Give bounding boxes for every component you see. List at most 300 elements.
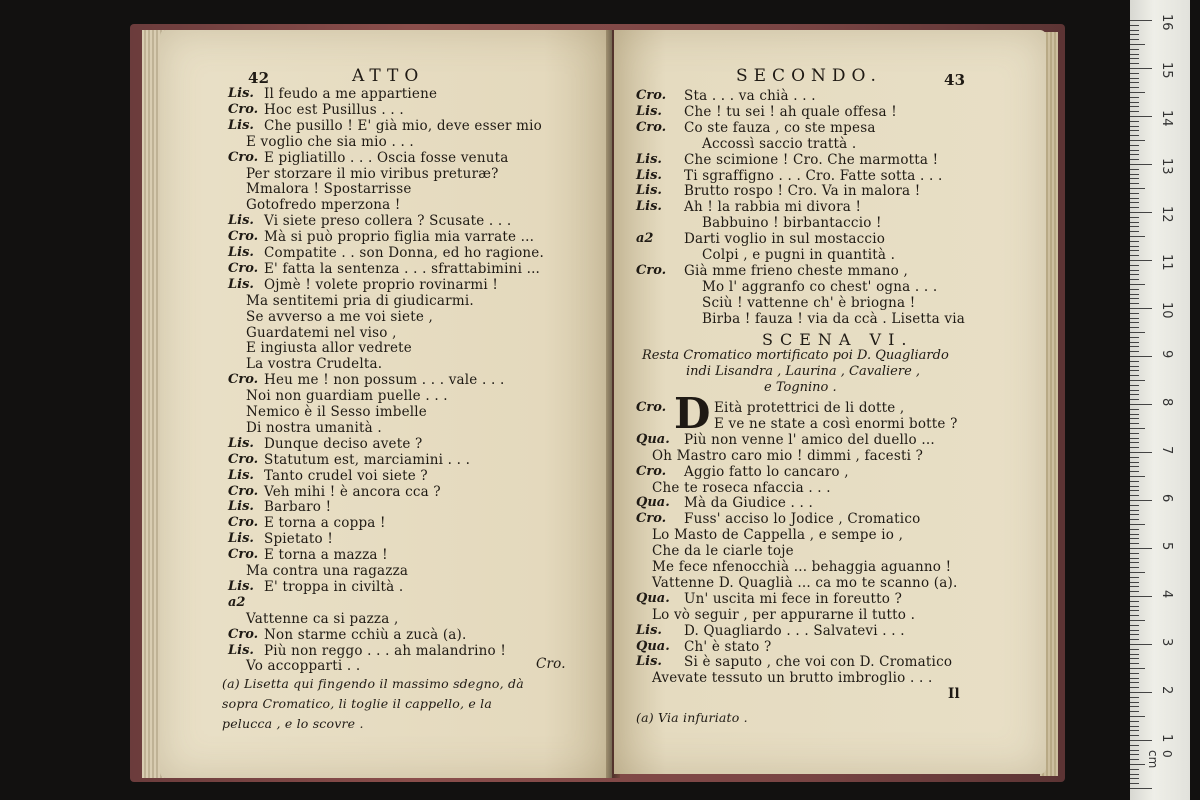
verse-line: Me fece nfenocchià ... behaggia aguanno ! (652, 559, 952, 575)
ruler-tick (1130, 82, 1139, 83)
stage-direction-line: e Tognino . (764, 380, 837, 395)
ruler-number: 1 (1159, 734, 1174, 743)
ruler-unit: 0 cm (1146, 750, 1174, 769)
speaker-label: Lis. (636, 103, 662, 119)
speaker-label: Cro. (636, 262, 667, 278)
ruler-tick (1130, 250, 1139, 251)
verse-line: Ch' è stato ? (684, 638, 772, 655)
speaker-label: Cro. (228, 547, 259, 563)
verse-line: Compatite . . son Donna, ed ho ragione. (264, 245, 544, 261)
verse-line: Lo vò seguir , per appurarne il tutto . (652, 606, 916, 623)
ruler-tick (1130, 735, 1139, 736)
ruler-tick (1130, 188, 1145, 189)
verse-line: Non starme cchiù a zucà (a). (264, 626, 467, 643)
ruler-tick (1130, 634, 1139, 635)
ruler-tick (1130, 649, 1139, 650)
verse-line: Lo Masto de Cappella , e sempe io , (652, 527, 904, 544)
ruler-tick (1130, 159, 1139, 160)
ruler-tick (1130, 231, 1139, 232)
verse-line: Colpi , e pugni in quantità . (702, 247, 896, 263)
ruler-tick (1130, 265, 1139, 266)
ruler-tick (1130, 711, 1139, 712)
verse-line: Heu me ! non possum . . . vale . . . (264, 372, 505, 389)
verse-line: Accossì saccio trattà . (702, 135, 857, 152)
ruler-tick (1130, 754, 1139, 755)
ruler-tick (1130, 246, 1139, 247)
verse-line: E' fatta la sentenza . . . sfrattabimini ... (264, 260, 541, 277)
ruler-tick (1130, 615, 1139, 616)
verse-line: Per storzare il mio viribus preturæ? (246, 165, 499, 182)
verse-line: Ma sentitemi pria di giudicarmi. (246, 292, 474, 309)
ruler-tick (1130, 193, 1139, 194)
ruler-tick (1130, 466, 1139, 467)
ruler-tick (1130, 255, 1139, 256)
ruler-tick (1130, 562, 1139, 563)
ruler-tick (1130, 505, 1139, 506)
ruler-tick (1130, 241, 1139, 242)
ruler-tick (1130, 63, 1139, 64)
ruler-number: 11 (1159, 254, 1174, 271)
ruler-tick (1130, 370, 1139, 371)
ruler-tick (1130, 346, 1139, 347)
speaker-label: Qua. (636, 590, 670, 606)
verse-line: Che te roseca nfaccia . . . (652, 479, 831, 496)
ruler-tick (1130, 476, 1145, 477)
speaker-label: Lis. (636, 183, 662, 199)
verse-line: Ti sgraffigno . . . Cro. Fatte sotta . . . (684, 167, 943, 184)
ruler-tick (1130, 668, 1145, 669)
verse-line: Ah ! la rabbia mi divora ! (684, 199, 862, 216)
speaker-label: Cro. (636, 119, 667, 135)
verse-line: E voglio che sia mio . . . (246, 133, 414, 150)
verse-line: Mà si può proprio figlia mia varrate ... (264, 229, 535, 246)
ruler-tick (1130, 385, 1139, 386)
ruler-number: 8 (1159, 398, 1174, 407)
ruler-tick (1130, 366, 1139, 367)
ruler-tick (1130, 25, 1139, 26)
verse-line: Più non venne l' amico del duello ... (684, 431, 935, 448)
ruler-tick (1130, 140, 1145, 141)
verse-line: Mo l' aggranfo co chest' ogna . . . (702, 278, 938, 295)
verse-line: Sta . . . va chià . . . (684, 88, 816, 104)
speaker-label: Lis. (636, 151, 662, 167)
ruler-tick (1130, 236, 1145, 237)
ruler-number: 15 (1159, 62, 1174, 79)
verse-line: Darti voglio in sul mostaccio (684, 231, 886, 248)
ruler-tick (1130, 399, 1139, 400)
speaker-label: Cro. (228, 229, 259, 245)
verse-line: Noi non guardiam puelle . . . (246, 388, 448, 405)
ruler-tick (1130, 438, 1139, 439)
verse-line: Nemico è il Sesso imbelle (246, 404, 427, 420)
catchword-left: Cro. (536, 656, 566, 672)
ruler-tick (1130, 447, 1139, 448)
ruler-tick (1130, 207, 1139, 208)
verse-line: E ingiusta allor vedrete (246, 340, 412, 357)
verse-line: E' troppa in civiltà . (264, 578, 404, 595)
verse-line: Già mme frieno cheste mmano , (684, 262, 908, 279)
ruler-tick (1130, 106, 1139, 107)
ruler-tick (1130, 226, 1139, 227)
ruler-tick (1130, 68, 1152, 69)
ruler-tick (1130, 601, 1139, 602)
ruler-number: 6 (1159, 494, 1174, 503)
ruler-tick (1130, 495, 1139, 496)
ruler-tick (1130, 87, 1139, 88)
ruler-tick (1130, 596, 1152, 597)
ruler-tick (1130, 673, 1139, 674)
ruler-tick (1130, 519, 1139, 520)
ruler-tick (1130, 452, 1152, 453)
ruler-tick (1130, 298, 1139, 299)
ruler-tick (1130, 428, 1145, 429)
speaker-label: a2 (228, 594, 246, 610)
verse-line: Birba ! fauza ! via da ccà . Lisetta via (702, 310, 965, 327)
verse-line: Vattenne D. Quaglià ... ca mo te scanno (a). (652, 574, 958, 591)
ruler-tick (1130, 697, 1139, 698)
verse-line: Che da le ciarle toje (652, 543, 794, 560)
speaker-label: Cro. (228, 101, 259, 117)
ruler-number: 7 (1159, 446, 1174, 455)
ruler-tick (1130, 486, 1139, 487)
ruler-tick (1130, 721, 1139, 722)
speaker-label: Qua. (636, 638, 670, 654)
verse-line: Co ste fauza , co ste mpesa (684, 119, 876, 136)
ruler-tick (1130, 183, 1139, 184)
verse-line: Vo accopparti . . (246, 658, 361, 675)
left-page (160, 30, 612, 778)
ruler-tick (1130, 586, 1139, 587)
ruler-number: 9 (1159, 350, 1174, 359)
verse-line: E torna a coppa ! (264, 515, 386, 532)
verse-line: Aggio fatto lo cancaro , (684, 463, 849, 480)
ruler-number: 10 (1159, 302, 1174, 319)
verse-line: Vattenne ca si pazza , (246, 610, 399, 627)
verse-line: Statutum est, marciamini . . . (264, 451, 471, 468)
ruler-tick (1130, 390, 1139, 391)
ruler-tick (1130, 356, 1152, 357)
ruler-tick (1130, 361, 1139, 362)
ruler-tick (1130, 423, 1139, 424)
ruler-number: 13 (1159, 158, 1174, 175)
ruler-tick (1130, 606, 1139, 607)
ruler-tick (1130, 130, 1139, 131)
drop-capital: D (674, 389, 711, 438)
speaker-label: Lis. (228, 499, 254, 515)
ruler-tick (1130, 289, 1139, 290)
ruler-number: 16 (1159, 14, 1174, 31)
ruler-number: 14 (1159, 110, 1174, 127)
ruler-tick (1130, 510, 1139, 511)
ruler-tick (1130, 351, 1139, 352)
ruler-tick (1130, 457, 1139, 458)
ruler-tick (1130, 442, 1139, 443)
ruler-tick (1130, 490, 1139, 491)
speaker-label: Lis. (228, 578, 254, 594)
ruler-tick (1130, 740, 1152, 741)
ruler-tick (1130, 745, 1139, 746)
running-head-right: SECONDO. (736, 66, 882, 86)
ruler-tick (1130, 682, 1139, 683)
ruler-tick (1130, 380, 1145, 381)
ruler-tick (1130, 514, 1139, 515)
ruler-tick (1130, 783, 1139, 784)
ruler-tick (1130, 270, 1139, 271)
ruler-tick (1130, 778, 1139, 779)
ruler-tick (1130, 538, 1139, 539)
ruler-tick (1130, 654, 1139, 655)
ruler-tick (1130, 625, 1139, 626)
speaker-label: Cro. (636, 463, 667, 479)
ruler-tick (1130, 610, 1139, 611)
ruler-tick (1130, 126, 1139, 127)
verse-line: D. Quagliardo . . . Salvatevi . . . (684, 622, 905, 639)
ruler-tick (1130, 553, 1139, 554)
footnote-line: pelucca , e lo scovre . (222, 716, 364, 731)
ruler-tick (1130, 706, 1139, 707)
ruler-tick (1130, 49, 1139, 50)
verse-line: Brutto rospo ! Cro. Va in malora ! (684, 183, 921, 200)
ruler-tick (1130, 44, 1145, 45)
ruler-tick (1130, 769, 1139, 770)
ruler-tick (1130, 164, 1152, 165)
ruler-tick (1130, 150, 1139, 151)
verse-line: La vostra Crudelta. (246, 356, 383, 373)
ruler-tick (1130, 135, 1139, 136)
ruler-tick (1130, 375, 1139, 376)
ruler-number: 2 (1159, 686, 1174, 695)
ruler-tick (1130, 663, 1139, 664)
footnote-line: sopra Cromatico, li toglie il cappello, e la (222, 696, 493, 711)
speaker-label: Lis. (228, 435, 254, 451)
speaker-label: Cro. (228, 149, 259, 165)
verse-line: Ma contra una ragazza (246, 563, 409, 579)
speaker-label: Cro. (228, 372, 259, 388)
verse-line: Di nostra umanità . (246, 419, 382, 436)
ruler-tick (1130, 39, 1139, 40)
speaker-label: Cro. (228, 483, 259, 499)
verse-line: Eità protettrici de li dotte , (714, 400, 905, 416)
speaker-label: Lis. (228, 276, 254, 292)
ruler-tick (1130, 759, 1139, 760)
ruler-number: 12 (1159, 206, 1174, 223)
verse-line: E ve ne state a così enormi botte ? (714, 415, 958, 432)
ruler-tick (1130, 639, 1139, 640)
speaker-label: Lis. (636, 622, 662, 638)
verse-line: Guardatemi nel viso , (246, 324, 397, 341)
ruler-tick (1130, 169, 1139, 170)
verse-line: Barbaro ! (264, 499, 332, 516)
ruler-tick (1130, 327, 1139, 328)
ruler-tick (1130, 20, 1152, 21)
verse-line: Più non reggo . . . ah malandrino ! (264, 642, 506, 659)
measuring-ruler (1130, 0, 1190, 800)
verse-line: Gotofredo mperzona ! (246, 197, 401, 214)
ruler-number: 5 (1159, 542, 1174, 551)
ruler-tick (1130, 774, 1139, 775)
ruler-number: 3 (1159, 638, 1174, 647)
speaker-label: Qua. (636, 495, 670, 511)
ruler-tick (1130, 658, 1139, 659)
verse-line: E torna a mazza ! (264, 547, 388, 564)
ruler-tick (1130, 687, 1139, 688)
verse-line: Oh Mastro caro mio ! dimmi , facesti ? (652, 447, 924, 464)
ruler-tick (1130, 572, 1145, 573)
ruler-tick (1130, 730, 1139, 731)
speaker-label: Lis. (228, 86, 254, 101)
ruler-tick (1130, 788, 1152, 789)
ruler-tick (1130, 644, 1152, 645)
page-number-left: 42 (248, 69, 270, 87)
speaker-label: Cro. (228, 260, 259, 276)
ruler-tick (1130, 591, 1139, 592)
ruler-tick (1130, 116, 1152, 117)
speaker-label: Qua. (636, 431, 670, 447)
ruler-tick (1130, 567, 1139, 568)
stage-direction-line: Resta Cromatico mortificato poi D. Quagliardo (642, 348, 949, 363)
verse-line: Il feudo a me appartiene (264, 86, 438, 102)
ruler-tick (1130, 318, 1139, 319)
verse-line: Mà da Giudice . . . (684, 495, 813, 512)
speaker-label: Cro. (636, 511, 667, 527)
speaker-label: Lis. (228, 245, 254, 260)
ruler-tick (1130, 414, 1139, 415)
ruler-tick (1130, 764, 1145, 765)
stage-direction-line: indi Lisandra , Laurina , Cavaliere , (686, 364, 921, 379)
verse-line: Mmalora ! Spostarrisse (246, 181, 412, 198)
ruler-tick (1130, 30, 1139, 31)
ruler-tick (1130, 404, 1152, 405)
speaker-label: Cro. (636, 400, 667, 415)
verse-line: Fuss' acciso lo Jodice , Cromatico (684, 511, 921, 528)
scene-title: SCENA VI. (762, 330, 914, 349)
ruler-tick (1130, 337, 1139, 338)
ruler-tick (1130, 121, 1139, 122)
speaker-label: Lis. (228, 213, 254, 229)
footnote-line: (a) Lisetta qui fingendo il massimo sdegno, dà (222, 676, 524, 691)
verse-line: Un' uscita mi fece in foreutto ? (684, 590, 903, 607)
speaker-label: Lis. (636, 167, 662, 183)
ruler-tick (1130, 726, 1139, 727)
verse-line: Tanto crudel voi siete ? (264, 467, 428, 484)
verse-line: Dunque deciso avete ? (264, 435, 423, 452)
ruler-tick (1130, 558, 1139, 559)
ruler-tick (1130, 222, 1139, 223)
ruler-tick (1130, 481, 1139, 482)
verse-line: Se avverso a me voi siete , (246, 308, 434, 325)
ruler-tick (1130, 58, 1139, 59)
ruler-tick (1130, 274, 1139, 275)
catchword-right: Il (948, 686, 960, 702)
ruler-tick (1130, 418, 1139, 419)
ruler-tick (1130, 471, 1139, 472)
right-page (614, 30, 1046, 774)
ruler-tick (1130, 322, 1139, 323)
ruler-tick (1130, 577, 1139, 578)
ruler-tick (1130, 97, 1139, 98)
speaker-label: Lis. (636, 199, 662, 215)
ruler-tick (1130, 202, 1139, 203)
ruler-tick (1130, 217, 1139, 218)
speaker-label: Cro. (228, 451, 259, 467)
ruler-tick (1130, 534, 1139, 535)
ruler-tick (1130, 332, 1145, 333)
verse-line: Veh mihi ! è ancora cca ? (264, 483, 441, 500)
ruler-tick (1130, 78, 1139, 79)
ruler-number: 4 (1159, 590, 1174, 599)
ruler-tick (1130, 308, 1152, 309)
speaker-label: Cro. (228, 626, 259, 642)
ruler-tick (1130, 529, 1139, 530)
ruler-tick (1130, 620, 1145, 621)
speaker-label: Lis. (228, 467, 254, 483)
ruler-tick (1130, 279, 1139, 280)
ruler-tick (1130, 54, 1139, 55)
ruler-tick (1130, 92, 1145, 93)
ruler-tick (1130, 303, 1139, 304)
ruler-tick (1130, 198, 1139, 199)
verse-line: Vi siete preso collera ? Scusate . . . (264, 213, 512, 230)
ruler-tick (1130, 630, 1139, 631)
ruler-tick (1130, 34, 1139, 35)
page-number-right: 43 (944, 71, 966, 89)
verse-line: Sciù ! vattenne ch' è briogna ! (702, 294, 916, 311)
ruler-tick (1130, 702, 1139, 703)
ruler-tick (1130, 716, 1145, 717)
ruler-tick (1130, 409, 1139, 410)
ruler-tick (1130, 678, 1139, 679)
speaker-label: Cro. (228, 515, 259, 531)
verse-line: Avevate tessuto un brutto imbroglio . . . (652, 670, 933, 687)
verse-line: Si è saputo , che voi con D. Cromatico (684, 654, 953, 671)
verse-line: Babbuino ! birbantaccio ! (702, 215, 882, 232)
verse-line: Hoc est Pusillus . . . (264, 101, 404, 118)
verse-line: Spietato ! (264, 531, 333, 548)
ruler-tick (1130, 145, 1139, 146)
verse-line: Che pusillo ! E' già mio, deve esser mio (264, 117, 543, 134)
ruler-tick (1130, 500, 1152, 501)
footnote-right: (a) Via infuriato . (636, 710, 748, 725)
ruler-tick (1130, 313, 1139, 314)
ruler-tick (1130, 174, 1139, 175)
running-head-left: ATTO (352, 66, 425, 86)
ruler-tick (1130, 260, 1152, 261)
ruler-tick (1130, 582, 1139, 583)
ruler-tick (1130, 212, 1152, 213)
ruler-tick (1130, 284, 1145, 285)
ruler-tick (1130, 294, 1139, 295)
ruler-tick (1130, 543, 1139, 544)
ruler-tick (1130, 154, 1139, 155)
verse-line: Che scimione ! Cro. Che marmotta ! (684, 151, 939, 168)
ruler-tick (1130, 73, 1139, 74)
ruler-tick (1130, 394, 1139, 395)
ruler-tick (1130, 102, 1139, 103)
ruler-tick (1130, 462, 1139, 463)
ruler-tick (1130, 111, 1139, 112)
ruler-tick (1130, 692, 1152, 693)
verse-line: Che ! tu sei ! ah quale offesa ! (684, 103, 897, 120)
speaker-label: Lis. (228, 642, 254, 658)
speaker-label: Lis. (636, 654, 662, 670)
verse-line: Ojmè ! volete proprio rovinarmi ! (264, 276, 499, 293)
speaker-label: Lis. (228, 117, 254, 133)
ruler-tick (1130, 433, 1139, 434)
ruler-tick (1130, 178, 1139, 179)
ruler-tick (1130, 750, 1139, 751)
verse-line: E pigliatillo . . . Oscia fosse venuta (264, 149, 509, 166)
speaker-label: a2 (636, 231, 654, 247)
